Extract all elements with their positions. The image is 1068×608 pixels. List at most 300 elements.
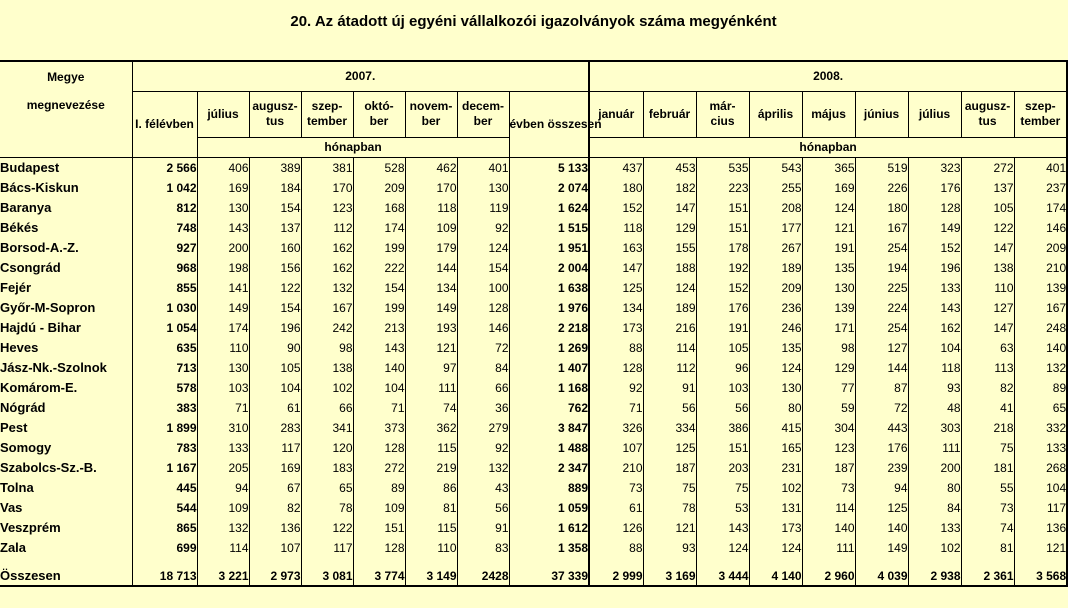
month-2007-value: 89 [353,478,405,498]
month-2008-value: 231 [749,458,802,478]
month-2007-header: július [197,91,249,137]
table-row [0,398,1067,418]
month-2008-value: 149 [855,538,908,558]
month-2008-value: 130 [802,278,855,298]
table-row [0,318,1067,338]
year-total-value: 2 218 [509,318,589,338]
month-2008-value: 443 [855,418,908,438]
month-2007-value: 132 [301,278,353,298]
month-2008-value: 169 [802,178,855,198]
month-2007-value: 174 [197,318,249,338]
month-2008-value: 103 [696,378,749,398]
month-2008-value: 177 [749,218,802,238]
month-2008-value: 61 [589,498,643,518]
month-2008-value: 365 [802,157,855,178]
month-2008-value: 138 [961,258,1014,278]
month-2008-value: 121 [1014,538,1067,558]
month-2008-value: 135 [802,258,855,278]
halfyear-value: 699 [132,538,197,558]
month-2007-value: 136 [249,518,301,538]
county-name: Békés [0,219,39,235]
month-2008-value: 89 [1014,378,1067,398]
month-2008-value: 239 [855,458,908,478]
year-total-value: 1 488 [509,438,589,458]
county-name: Baranya [0,199,52,215]
month-2007-value: 120 [301,438,353,458]
month-2008-value: 75 [643,478,696,498]
month-2008-value: 226 [855,178,908,198]
month-2008-value: 56 [696,398,749,418]
month-2007-value: 2428 [457,558,509,586]
month-2007-value: 97 [405,358,457,378]
month-2008-value: 4 140 [749,558,802,586]
table-row [0,298,1067,318]
month-2007-value: 199 [353,298,405,318]
month-2008-value: 2 361 [961,558,1014,586]
month-2007-value: 170 [405,178,457,198]
year-total-value: 3 847 [509,418,589,438]
county-name: Somogy [0,439,52,455]
year-total-value: 1 515 [509,218,589,238]
month-2007-value: 124 [457,238,509,258]
month-2008-value: 130 [749,378,802,398]
month-2008-value: 48 [908,398,961,418]
month-2007-value: 66 [301,398,353,418]
month-2008-value: 59 [802,398,855,418]
month-2008-value: 84 [908,498,961,518]
month-2008-value: 104 [1014,478,1067,498]
month-2008-value: 3 444 [696,558,749,586]
halfyear-value: 968 [132,258,197,278]
month-2007-value: 179 [405,238,457,258]
month-2008-value: 105 [961,198,1014,218]
month-2008-value: 167 [1014,298,1067,318]
month-2008-value: 55 [961,478,1014,498]
month-2008-value: 88 [589,338,643,358]
month-2008-header: már- cius [696,91,749,137]
month-2008-value: 105 [696,338,749,358]
month-2007-value: 219 [405,458,457,478]
year-total-value: 889 [509,478,589,498]
county-name: Komárom-E. [0,379,78,395]
halfyear-value: 18 713 [132,558,197,586]
month-2007-value: 114 [197,538,249,558]
year-total-value: 1 638 [509,278,589,298]
month-2007-value: 138 [301,358,353,378]
county-name: Budapest [0,159,60,175]
month-2008-value: 124 [802,198,855,218]
month-2007-value: 61 [249,398,301,418]
year-2008-header: 2008. [589,61,1067,91]
county-name: Tolna [0,479,34,495]
month-2008-value: 136 [1014,518,1067,538]
month-2008-value: 178 [696,238,749,258]
month-2008-value: 125 [855,498,908,518]
month-2008-value: 133 [908,278,961,298]
month-2008-value: 326 [589,418,643,438]
month-2008-value: 65 [1014,398,1067,418]
halfyear-value: 1 030 [132,298,197,318]
month-2008-header: július [908,91,961,137]
table-title: 20. Az átadott új egyéni vállalkozói igazolványok száma megyénként [290,13,777,30]
month-2008-value: 128 [908,198,961,218]
month-2008-value: 147 [643,198,696,218]
month-2008-value: 152 [696,278,749,298]
month-2008-value: 73 [589,478,643,498]
halfyear-value: 865 [132,518,197,538]
month-2007-value: 146 [457,318,509,338]
month-2008-value: 71 [589,398,643,418]
month-2007-value: 66 [457,378,509,398]
table-row [0,418,1067,438]
month-2007-value: 71 [353,398,405,418]
month-2008-value: 63 [961,338,1014,358]
month-2008-value: 146 [1014,218,1067,238]
month-2007-value: 110 [405,538,457,558]
month-2008-value: 543 [749,157,802,178]
month-2008-value: 53 [696,498,749,518]
month-2007-value: 170 [301,178,353,198]
month-2007-value: 149 [405,298,457,318]
halfyear-value: 927 [132,238,197,258]
year-total-value: 1 358 [509,538,589,558]
table-row [0,458,1067,478]
month-2008-value: 332 [1014,418,1067,438]
month-2007-value: 154 [249,198,301,218]
month-2007-value: 279 [457,418,509,438]
month-2008-value: 248 [1014,318,1067,338]
month-2008-value: 3 169 [643,558,696,586]
month-2007-value: 213 [353,318,405,338]
month-2008-value: 111 [802,538,855,558]
month-2008-value: 209 [1014,238,1067,258]
month-2007-value: 193 [405,318,457,338]
year-total-value: 37 339 [509,558,589,586]
month-2008-header: június [855,91,908,137]
month-2007-value: 283 [249,418,301,438]
month-2007-value: 169 [197,178,249,198]
halfyear-value: 1 054 [132,318,197,338]
month-2008-value: 246 [749,318,802,338]
month-2008-value: 73 [961,498,1014,518]
month-2008-value: 147 [961,318,1014,338]
month-2008-value: 133 [908,518,961,538]
halfyear-value: 783 [132,438,197,458]
month-2007-value: 162 [301,258,353,278]
month-2008-value: 210 [1014,258,1067,278]
month-2008-value: 75 [961,438,1014,458]
month-2008-value: 152 [908,238,961,258]
month-2007-value: 168 [353,198,405,218]
year-total-value: 1 951 [509,238,589,258]
table-row [0,438,1067,458]
month-2007-value: 3 081 [301,558,353,586]
month-2008-value: 223 [696,178,749,198]
halfyear-value: 2 566 [132,157,197,178]
county-name: Pest [0,419,28,435]
month-2007-value: 83 [457,538,509,558]
month-2008-value: 155 [643,238,696,258]
table-row [0,498,1067,518]
month-2007-value: 154 [249,298,301,318]
month-2008-value: 110 [961,278,1014,298]
month-2008-value: 151 [696,198,749,218]
county-name: Szabolcs-Sz.-B. [0,459,97,475]
month-2008-value: 125 [643,438,696,458]
month-2008-value: 127 [961,298,1014,318]
county-name: Nógrád [0,399,46,415]
county-name: Fejér [0,279,32,295]
month-2007-value: 132 [457,458,509,478]
per-month-label-2007: hónapban [197,137,509,157]
month-2008-value: 134 [589,298,643,318]
halfyear-value: 383 [132,398,197,418]
county-name: Veszprém [0,519,61,535]
month-2008-value: 133 [1014,438,1067,458]
month-2008-value: 176 [696,298,749,318]
month-2008-value: 519 [855,157,908,178]
month-2008-value: 200 [908,458,961,478]
month-2008-value: 88 [589,538,643,558]
month-2008-value: 129 [643,218,696,238]
month-2008-value: 94 [855,478,908,498]
year-total-value: 2 074 [509,178,589,198]
month-2007-value: 205 [197,458,249,478]
month-2008-value: 181 [961,458,1014,478]
halfyear-value: 713 [132,358,197,378]
month-2007-value: 104 [353,378,405,398]
month-2007-header: decem- ber [457,91,509,137]
month-2008-value: 56 [643,398,696,418]
year-total-value: 1 624 [509,198,589,218]
month-2007-value: 117 [249,438,301,458]
month-2008-header: január [589,91,643,137]
county-name: Hajdú - Bihar [0,319,81,335]
month-2007-value: 109 [405,218,457,238]
month-2008-value: 144 [855,358,908,378]
month-2008-value: 173 [589,318,643,338]
month-2008-value: 167 [855,218,908,238]
month-2008-value: 303 [908,418,961,438]
month-2007-value: 140 [353,358,405,378]
month-2008-value: 149 [908,218,961,238]
month-2008-value: 304 [802,418,855,438]
month-2007-value: 183 [301,458,353,478]
month-2008-value: 140 [802,518,855,538]
month-2008-value: 112 [643,358,696,378]
month-2007-value: 130 [197,358,249,378]
month-2007-value: 156 [249,258,301,278]
month-2008-value: 140 [855,518,908,538]
table-row [0,278,1067,298]
month-2008-value: 124 [749,358,802,378]
table-row [0,178,1067,198]
month-2007-value: 107 [249,538,301,558]
month-2007-value: 119 [457,198,509,218]
month-2008-value: 268 [1014,458,1067,478]
month-2007-header: augusz- tus [249,91,301,137]
month-2007-value: 154 [457,258,509,278]
month-2008-value: 93 [908,378,961,398]
table-row [0,478,1067,498]
halfyear-value: 855 [132,278,197,298]
table-row [0,218,1067,238]
month-2007-value: 56 [457,498,509,518]
month-2008-value: 189 [643,298,696,318]
month-2007-value: 82 [249,498,301,518]
month-2007-value: 122 [301,518,353,538]
month-2007-value: 130 [197,198,249,218]
year-total-value: 5 133 [509,157,589,178]
month-2007-value: 137 [249,218,301,238]
month-2008-value: 143 [908,298,961,318]
halfyear-value: 1 899 [132,418,197,438]
month-2008-header: február [643,91,696,137]
table-row [0,258,1067,278]
month-2008-value: 96 [696,358,749,378]
month-2008-value: 2 938 [908,558,961,586]
month-2008-value: 191 [802,238,855,258]
month-2008-value: 196 [908,258,961,278]
month-2008-value: 125 [589,278,643,298]
month-2007-value: 78 [301,498,353,518]
county-name: Bács-Kiskun [0,179,79,195]
month-2007-value: 109 [197,498,249,518]
month-2007-header: októ- ber [353,91,405,137]
month-2007-value: 174 [353,218,405,238]
month-2008-value: 131 [749,498,802,518]
month-2008-value: 209 [749,278,802,298]
month-2007-value: 143 [197,218,249,238]
halfyear-value: 1 167 [132,458,197,478]
month-2008-value: 102 [908,538,961,558]
month-2007-value: 43 [457,478,509,498]
month-2008-value: 124 [749,538,802,558]
month-2007-value: 36 [457,398,509,418]
month-2007-value: 381 [301,157,353,178]
month-2007-header: szep- tember [301,91,353,137]
month-2007-value: 115 [405,518,457,538]
month-2008-value: 137 [961,178,1014,198]
halfyear-value: 578 [132,378,197,398]
month-2008-value: 82 [961,378,1014,398]
month-2007-value: 462 [405,157,457,178]
month-2008-value: 118 [589,218,643,238]
month-2007-value: 123 [301,198,353,218]
month-2008-value: 237 [1014,178,1067,198]
month-2008-value: 162 [908,318,961,338]
month-2008-value: 218 [961,418,1014,438]
month-2008-value: 41 [961,398,1014,418]
month-2008-value: 140 [1014,338,1067,358]
month-2007-value: 103 [197,378,249,398]
county-name: Csongrád [0,259,61,275]
month-2007-value: 133 [197,438,249,458]
month-2008-value: 2 960 [802,558,855,586]
month-2008-header: augusz- tus [961,91,1014,137]
month-2008-value: 208 [749,198,802,218]
year-total-value: 2 004 [509,258,589,278]
month-2008-value: 191 [696,318,749,338]
month-2007-value: 528 [353,157,405,178]
month-2008-value: 2 999 [589,558,643,586]
month-2007-value: 167 [301,298,353,318]
month-2008-value: 132 [1014,358,1067,378]
month-2008-value: 77 [802,378,855,398]
month-2008-value: 98 [802,338,855,358]
month-2008-value: 128 [589,358,643,378]
month-2008-value: 255 [749,178,802,198]
month-2008-value: 254 [855,318,908,338]
month-2007-value: 169 [249,458,301,478]
month-2007-value: 92 [457,438,509,458]
month-2008-value: 92 [589,378,643,398]
county-name: Borsod-A.-Z. [0,239,79,255]
month-2007-value: 242 [301,318,353,338]
month-2007-value: 104 [249,378,301,398]
month-2008-value: 4 039 [855,558,908,586]
month-2007-value: 143 [353,338,405,358]
month-2007-value: 406 [197,157,249,178]
month-2007-value: 209 [353,178,405,198]
month-2007-value: 151 [353,518,405,538]
month-2007-value: 118 [405,198,457,218]
month-2007-value: 90 [249,338,301,358]
month-2007-value: 3 221 [197,558,249,586]
month-2007-value: 141 [197,278,249,298]
month-2007-value: 86 [405,478,457,498]
month-2008-value: 147 [961,238,1014,258]
month-2008-value: 174 [1014,198,1067,218]
county-name: Összesen [0,558,132,586]
month-2008-value: 189 [749,258,802,278]
month-2007-value: 121 [405,338,457,358]
year-total-header: évben összesen [509,91,589,157]
halfyear-value: 1 042 [132,178,197,198]
month-2007-value: 3 149 [405,558,457,586]
month-2007-value: 105 [249,358,301,378]
month-2008-value: 147 [589,258,643,278]
month-2008-value: 111 [908,438,961,458]
month-2008-value: 165 [749,438,802,458]
month-2007-value: 102 [301,378,353,398]
month-2008-value: 78 [643,498,696,518]
month-2007-value: 91 [457,518,509,538]
month-2008-header: szep- tember [1014,91,1067,137]
month-2008-value: 124 [696,538,749,558]
month-2008-value: 91 [643,378,696,398]
month-2007-value: 310 [197,418,249,438]
month-2008-value: 102 [749,478,802,498]
halfyear-value: 544 [132,498,197,518]
month-2007-value: 100 [457,278,509,298]
year-total-value: 2 347 [509,458,589,478]
month-2008-value: 203 [696,458,749,478]
month-2007-value: 92 [457,218,509,238]
month-2008-value: 113 [961,358,1014,378]
month-2007-value: 128 [353,438,405,458]
month-2008-value: 129 [802,358,855,378]
month-2007-value: 111 [405,378,457,398]
month-2008-value: 121 [802,218,855,238]
month-2007-value: 112 [301,218,353,238]
month-2007-value: 196 [249,318,301,338]
month-2008-value: 176 [855,438,908,458]
month-2008-value: 114 [643,338,696,358]
table-row [0,378,1067,398]
table-row [0,238,1067,258]
month-2007-value: 122 [249,278,301,298]
